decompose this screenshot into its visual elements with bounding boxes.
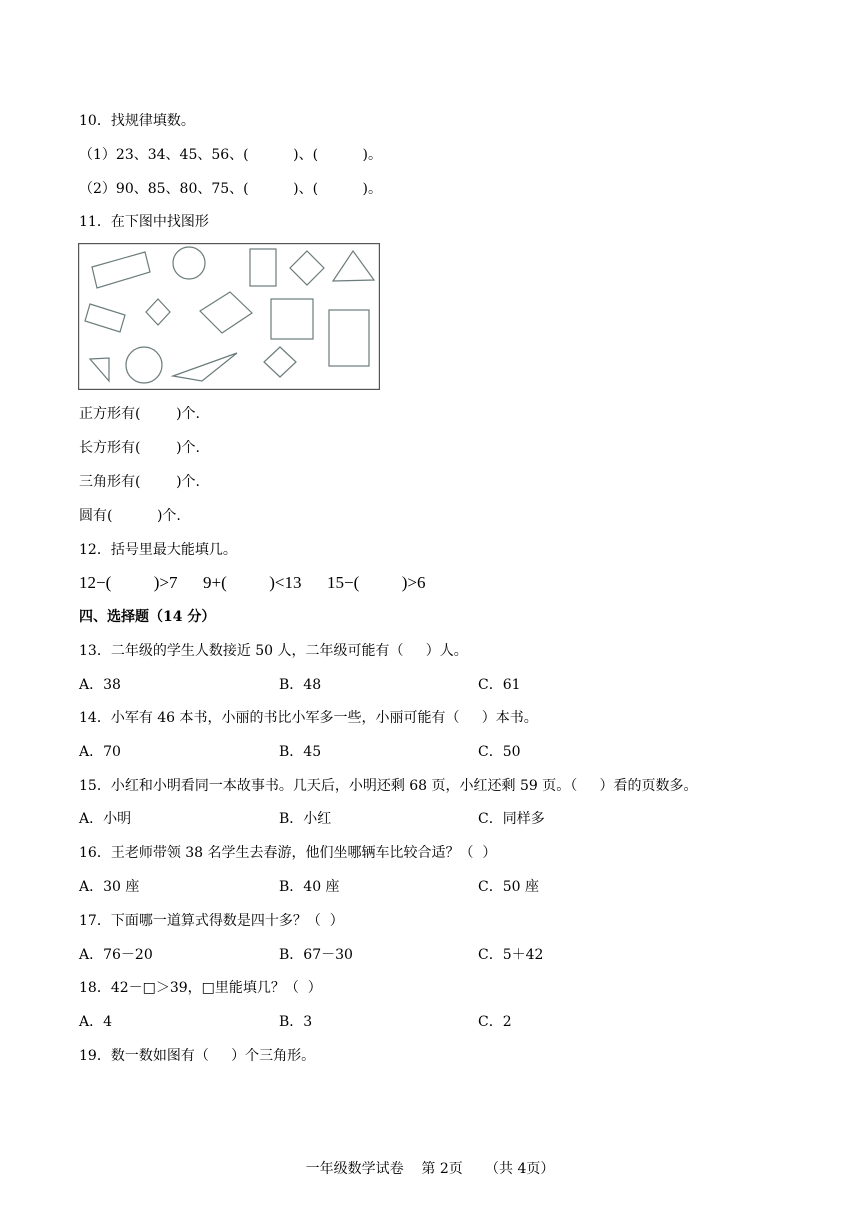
q10-part2: （2）90、85、80、75、( )、( )。 <box>79 181 383 197</box>
q15-stem: 15．小红和小明看同一本故事书。几天后，小明还剩 68 页，小红还剩 59 页。（ ）看的页数多。 <box>79 778 698 794</box>
tilted-rectangle-shape <box>85 304 125 332</box>
q17-option-a: A．76－20 <box>79 947 153 963</box>
q14-option-c: C．50 <box>478 744 521 760</box>
tilted-rectangle-shape <box>92 252 150 288</box>
q11-title: 11．在下图中找图形 <box>79 214 209 230</box>
q19-stem: 19．数一数如图有（ ）个三角形。 <box>79 1048 316 1064</box>
q15-option-a: A．小明 <box>79 811 132 827</box>
q11-square-count: 正方形有( )个. <box>79 406 200 422</box>
figure-frame <box>79 244 380 390</box>
circle-shape <box>126 347 162 383</box>
q14-stem: 14．小军有 46 本书，小丽的书比小军多一些，小丽可能有（ ）本书。 <box>79 710 538 726</box>
q16-option-c: C．50 座 <box>478 879 539 895</box>
section-title: 四、选择题（14 分） <box>79 609 216 625</box>
q13-option-a: A．38 <box>79 677 121 693</box>
tilted-rectangle-shape <box>200 292 252 333</box>
rectangle-shape <box>250 249 276 286</box>
rectangle-shape <box>329 310 369 366</box>
q11-triangle-count: 三角形有( )个. <box>79 474 200 490</box>
q10-title: 10．找规律填数。 <box>79 113 195 129</box>
q10-part1: （1）23、34、45、56、( )、( )。 <box>79 147 383 163</box>
q17-option-c: C．5＋42 <box>478 947 544 963</box>
q15-option-c: C．同样多 <box>478 811 545 827</box>
diamond-square-shape <box>290 251 324 285</box>
circle-shape <box>173 247 205 279</box>
q18-option-b: B．3 <box>279 1014 313 1030</box>
triangle-shape <box>90 358 109 381</box>
q16-option-a: A．30 座 <box>79 879 140 895</box>
diamond-square-shape <box>146 299 170 325</box>
page-footer: 一年级数学试卷 第 2页 （共 4页） <box>305 1161 555 1177</box>
q13-option-c: C．61 <box>478 677 521 693</box>
q17-stem: 17．下面哪一道算式得数是四十多？（ ） <box>79 913 344 929</box>
q18-option-a: A．4 <box>79 1014 113 1030</box>
q14-option-b: B．45 <box>279 744 322 760</box>
triangle-shape <box>173 353 237 381</box>
q12-expressions: 12−( )>7 9+( )<13 15−( )>6 <box>79 573 426 592</box>
q14-option-a: A．70 <box>79 744 121 760</box>
q15-option-b: B．小红 <box>279 811 332 827</box>
q13-option-b: B．48 <box>279 677 322 693</box>
q16-stem: 16．王老师带领 38 名学生去春游，他们坐哪辆车比较合适？（ ） <box>79 845 497 861</box>
shapes-figure <box>78 243 380 390</box>
q12-title: 12．括号里最大能填几。 <box>79 542 237 558</box>
q17-option-b: B．67－30 <box>279 947 353 963</box>
diamond-square-shape <box>264 347 296 377</box>
q11-rectangle-count: 长方形有( )个. <box>79 440 200 456</box>
q18-stem: 18．42－□＞39，□里能填几？（ ） <box>79 980 322 996</box>
triangle-shape <box>333 251 374 281</box>
square-shape <box>271 299 313 339</box>
q13-stem: 13．二年级的学生人数接近 50 人，二年级可能有（ ）人。 <box>79 643 468 659</box>
q18-option-c: C．2 <box>478 1014 512 1030</box>
q16-option-b: B．40 座 <box>279 879 340 895</box>
q11-circle-count: 圆有( )个. <box>79 508 181 524</box>
